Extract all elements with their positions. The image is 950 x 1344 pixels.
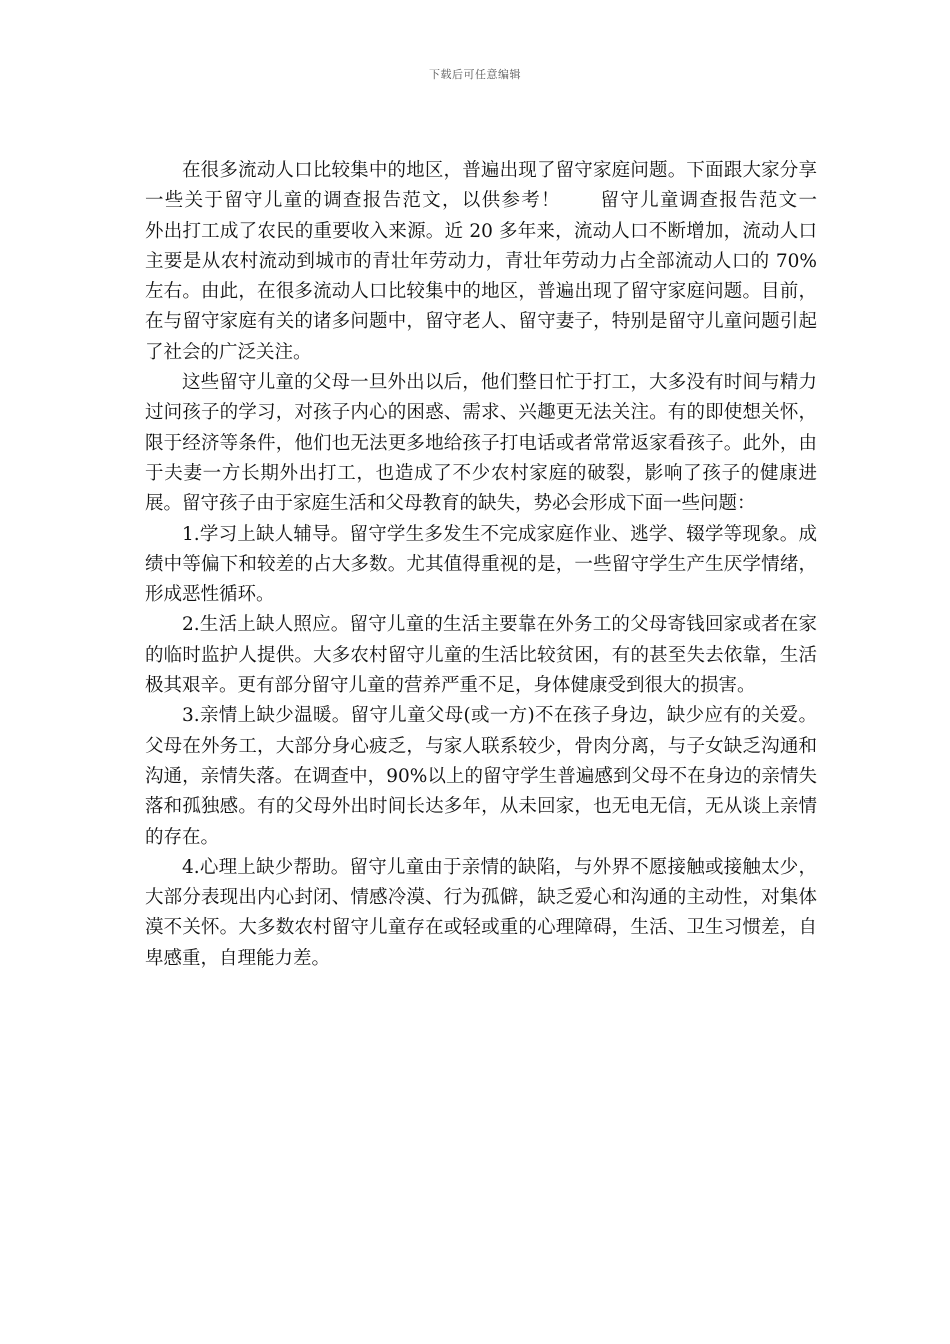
paragraph-intro: 在很多流动人口比较集中的地区，普遍出现了留守家庭问题。下面跟大家分享一些关于留守儿童的调查报告范文，以供参考！ 留守儿童调查报告范文一 外出打工成了农民的重要收入来源。近 20 多年来，流动人口不断增加，流动人口主要是从农村流动到城市的青壮年劳动力，青壮年劳动力占全部流动人口的 70%左右。由此，在很多流动人口比较集中的地区，普遍出现了留守家庭问题。目前，在与留守家庭有关的诸多问题中，留守老人、留守妻子，特别是留守儿童问题引起了社会的广泛关注。	[145, 160, 855, 363]
paragraph-psychology: 4.心理上缺少帮助。留守儿童由于亲情的缺陷，与外界不愿接触或接触太少，大部分表现出内心封闭、情感冷漠、行为孤僻，缺乏爱心和沟通的主动性，对集体漠不关怀。大多数农村留守儿童存在或轻或重的心理障碍，生活、卫生习惯差，自卑感重，自理能力差。	[145, 856, 817, 969]
paragraph-study: 1.学习上缺人辅导。留守学生多发生不完成家庭作业、逃学、辍学等现象。成绩中等偏下和较差的占大多数。尤其值得重视的是，一些留守学生产生厌学情绪，形成恶性循环。	[145, 523, 817, 606]
paragraph-affection: 3.亲情上缺少温暖。留守儿童父母(或一方)不在孩子身边，缺少应有的关爱。父母在外务工，大部分身心疲乏，与家人联系较少，骨肉分离，与子女缺乏沟通和沟通，亲情失落。在调查中，90%以上的留守学生普遍感到父母不在身边的亲情失落和孤独感。有的父母外出时间长达多年，从未回家，也无电无信，无从谈上亲情的存在。	[145, 705, 817, 848]
paragraph-parents-away: 这些留守儿童的父母一旦外出以后，他们整日忙于打工，大多没有时间与精力过问孩子的学习，对孩子内心的困惑、需求、兴趣更无法关注。有的即使想关怀，限于经济等条件，他们也无法更多地给孩子打电话或者常常返家看孩子。此外，由于夫妻一方长期外出打工，也造成了不少农村家庭的破裂，影响了孩子的健康进展。留守孩子由于家庭生活和父母教育的缺失，势必会形成下面一些问题：	[145, 372, 817, 515]
paragraph-living: 2.生活上缺人照应。留守儿童的生活主要靠在外务工的父母寄钱回家或者在家的临时监护人提供。大多农村留守儿童的生活比较贫困，有的甚至失去依靠，生活极其艰辛。更有部分留守儿童的营养严重不足，身体健康受到很大的损害。	[145, 614, 817, 697]
page-header: 下载后可任意编辑	[429, 68, 521, 81]
document-body	[145, 156, 855, 974]
